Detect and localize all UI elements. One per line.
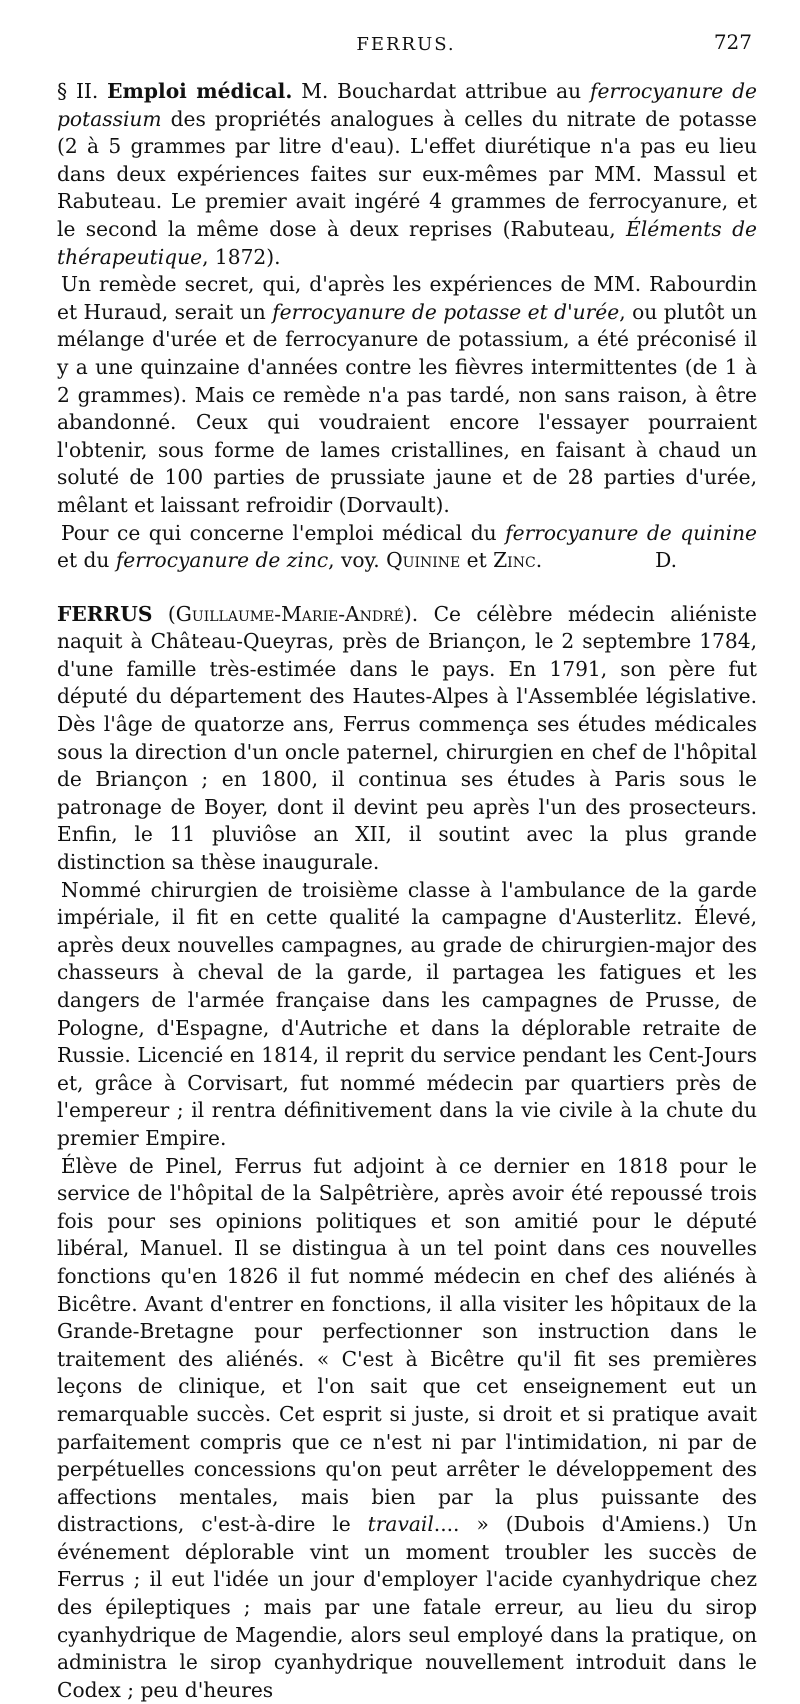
text-run: Pour ce qui concerne l'emploi médical du <box>61 520 506 545</box>
text-run: Élève de Pinel, Ferrus fut adjoint à ce dernier en 1818 pour le service de l'hôpital de la Salpêtrière, après avoir été repoussé trois fois pour ses opinions politiques et son amitié pour le député libéral, Manuel. Il se distingua à un tel point dans ces nouvelles fonctions qu'en 1826 il fut nommé médecin en chef des aliénés à Bicêtre. Avant d'entrer en fonctions, il alla visiter les hôpitaux de la Grande-Bretagne pour perfectionner son instruction dans le traitement des aliénés. « C'est à Bicêtre qu'il fit ses premières leçons de clinique, et l'on sait que cet enseignement eut un remarquable succès. Cet esprit si juste, si droit et si pratique avait parfaitement compris que ce n'est ni par l'intimidation, ni par de perpétuelles concessions qu'on peut arrêter le développement des affections mentales, mais bien par la plus puissante des distractions, c'est-à-dire le <box>57 1153 757 1537</box>
small-caps-text: Guillaume-Marie-André <box>175 601 404 626</box>
text-run: , voy. <box>328 548 387 573</box>
article-headword: FERRUS <box>57 601 153 626</box>
page-number: 727 <box>713 30 752 54</box>
italic-text: ferrocyanure de quinine <box>505 520 757 545</box>
italic-text: Éléments de thérapeutique <box>57 216 757 269</box>
ferrus-paragraph-2 <box>57 877 757 1153</box>
ferrus-paragraph-3 <box>57 1153 757 1704</box>
text-run: et <box>460 548 494 573</box>
italic-text: ferrocyanure de potasse et d'urée <box>272 299 620 324</box>
text-run: Un remède secret, qui, d'après les expériences de MM. Rabourdin et Huraud, serait un <box>57 272 757 324</box>
text-run: ). Ce célèbre médecin aliéniste naquit à Château-Queyras, près de Briançon, le 2 septembre 1784, d'une famille très-estimée dans le pays. En 1791, son père fut député du département des Hautes-Alpes à l'Assemblée législative. Dès l'âge de quatorze ans, Ferrus commença ses études médicales sous la direction d'un oncle paternel, chirurgien en chef de l'hôpital de Briançon ; en 1800, il continua ses études à Paris sous le patronage de Boyer, dont il devint peu après l'un des prosecteurs. Enfin, le 11 pluviôse an XII, il soutint avec la plus grande distinction sa thèse inaugurale. <box>57 601 757 875</box>
text-run: M. Bouchardat attribue au <box>292 79 591 103</box>
section-number: § II. <box>57 79 99 103</box>
italic-text: ferrocyanure de zinc <box>115 548 329 573</box>
section-ii-paragraph-1 <box>57 78 757 271</box>
ferrus-paragraph-1 <box>57 601 757 877</box>
text-run: , 1872). <box>202 244 281 269</box>
body-text <box>57 78 757 1704</box>
page-footer-noise <box>56 1466 756 1474</box>
text-run: .... » (Dubois d'Amiens.) Un événement déplorable vint un moment troubler les succès de Ferrus ; il eut l'idée un jour d'employer l'acide cyanhydrique chez des épileptiques ; mais par une fatale erreur, au lieu du sirop cyanhydrique de Magendie, alors seul employé dans la pratique, on administra le sirop cyanhydrique nouvellement introduit dans le Codex ; peu d'heures <box>57 1512 757 1702</box>
text-run: des propriétés analogues à celles du nitrate de potasse (2 à 5 grammes par litre d'eau). L'effet diurétique n'a pas eu lieu dans deux expériences faites sur eux-mêmes par MM. Massul et Rabuteau. Le premier avait ingéré 4 grammes de ferrocyanure, et le second la même dose à deux reprises (Rabuteau, <box>57 106 757 241</box>
article-separator <box>57 575 757 601</box>
small-caps-text: Quinine <box>386 548 461 573</box>
text-run: . <box>535 548 543 573</box>
text-run: Nommé chirurgien de troisième classe à l'ambulance de la garde impériale, il fit en cette qualité la campagne d'Austerlitz. Élevé, après deux nouvelles campagnes, au grade de chirurgien-major des chasseurs à cheval de la garde, il partagea les fatigues et les dangers de l'armée française dans les campagnes de Prusse, de Pologne, d'Espagne, d'Autriche et dans la déplorable retraite de Russie. Licencié en 1814, il reprit du service pendant les Cent-Jours et, grâce à Corvisart, fut nommé médecin par quartiers près de l'empereur ; il rentra définitivement dans la vie civile à la chute du premier Empire. <box>57 877 757 1150</box>
section-title: Emploi médical. <box>107 79 293 103</box>
italic-text: travail <box>367 1512 434 1537</box>
text-run: , ou plutôt un mélange d'urée et de ferrocyanure de potassium, a été préconisé il y a une quinzaine d'années contre les fièvres intermittentes (de 1 à 2 grammes). Mais ce remède n'a pas tardé, non sans raison, à être abandonné. Ceux qui voudraient encore l'essayer pourraient l'obtenir, sous forme de lames cristallines, en faisant à chaud un soluté de 100 parties de prussiate jaune et de 28 parties d'urée, mêlant et laissant refroidir (Dorvault). <box>57 299 757 517</box>
text-run: ( <box>152 601 176 626</box>
italic-text: ferrocyanure de potassium <box>57 79 757 131</box>
section-ii-paragraph-3 <box>57 520 757 575</box>
author-signature: D. <box>655 548 677 573</box>
section-ii-paragraph-2 <box>57 271 757 519</box>
running-title: FERRUS. <box>356 34 456 55</box>
text-run: et du <box>57 548 116 573</box>
small-caps-text: Zinc <box>493 548 536 573</box>
running-header <box>56 30 756 60</box>
